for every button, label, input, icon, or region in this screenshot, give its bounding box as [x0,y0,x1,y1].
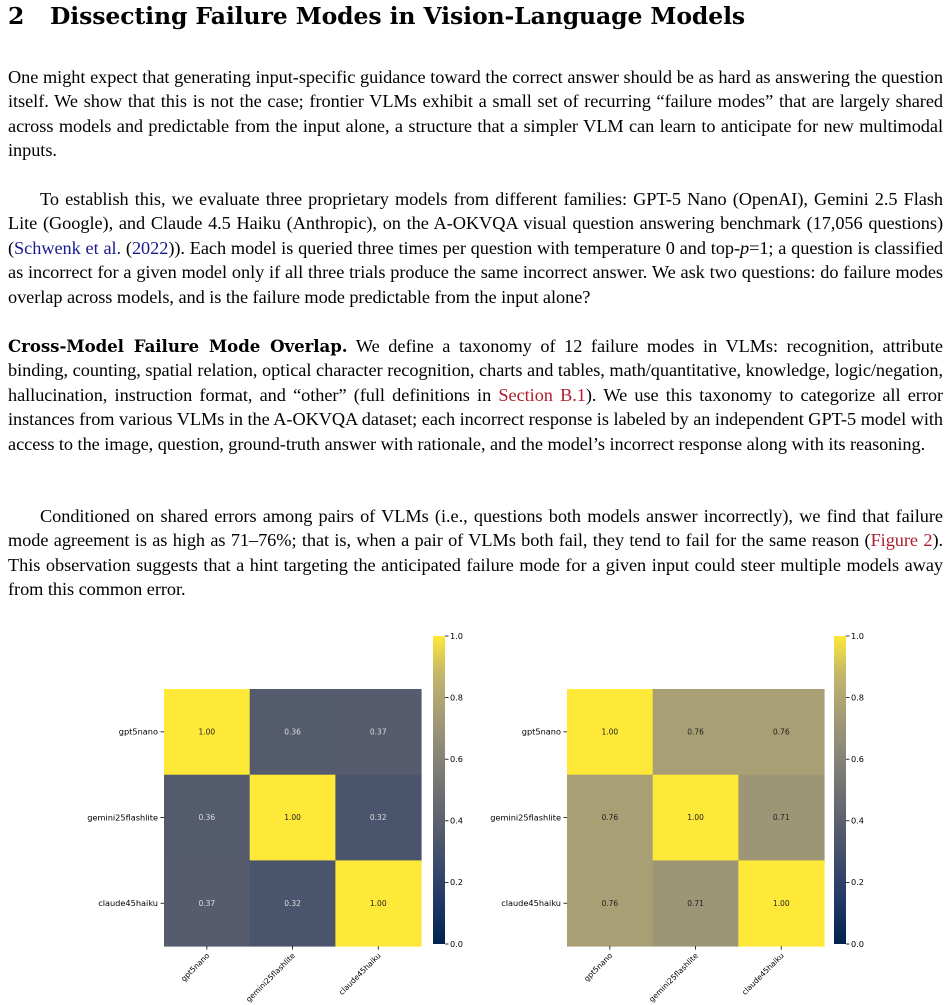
x-tick-label: gemini25flashlite [647,951,700,1004]
cell-value-label: 1.00 [284,813,301,823]
paragraph-overlap-text-b: ). We use this taxonomy to categorize all error instances from various VLMs in the A-OKVQA dataset; each incorrect response is labeled by an independent GPT-5 model with access to the image, question, ground-truth answer with rationale, and the model’s incorrect response along with its reasoning. [8,384,943,454]
paragraph-setup-text-d: =1; a question is classified as incorrect for a given model only if all three trials produce the same incorrect answer. We ask two questions: do failure modes overlap across models, and is the failure mode predictable from the input alone? [8,237,943,307]
cell-value-label: 0.37 [198,898,216,908]
colorbar-tick-label: 0.0 [851,938,865,949]
citation-year-link[interactable]: 2022 [131,237,169,258]
figure-2-link[interactable]: Figure 2 [870,530,933,551]
citation-authors-link[interactable]: Schwenk et al. [14,237,122,258]
cell-value-label: 0.76 [601,898,619,908]
x-tick-label: gpt5nano [582,951,615,984]
cell-value-label: 0.36 [284,727,301,737]
cell-value-label: 1.00 [601,727,619,737]
colorbar-tick-label: 0.6 [450,754,464,764]
paragraph-intro-text: One might expect that generating input-specific guidance toward the correct answer should be as hard as answering the question itself. We show that this is not the case; frontier VLMs exhibit a small set of recurring “failure modes” that are largely shared across models and predictable from the input alone, a structure that a simpler VLM can learn to anticipate for new multimodal inputs. [8,67,943,161]
cell-value-label: 0.76 [772,727,790,737]
y-tick-label: claude45haiku [501,898,561,909]
colorbar [834,636,846,944]
colorbar-tick-label: 0.4 [851,815,865,826]
colorbar-tick-label: 0.8 [450,692,464,703]
cell-value-label: 0.71 [687,898,704,908]
y-tick-label: claude45haiku [98,898,158,909]
section-number: 2 [8,2,25,30]
paragraph-agreement-text-a: Conditioned on shared errors among pairs of VLMs (i.e., questions both models answer incorrectly), we find that failure mode agreement is as high as 71–76%; that is, when a pair of VLMs both fail, they tend to fail for the same reason ( [8,506,943,551]
colorbar-tick-label: 0.2 [450,877,464,888]
cell-value-label: 0.71 [772,813,790,823]
cell-value-label: 0.76 [601,813,619,823]
cell-value-label: 0.32 [284,898,301,908]
colorbar-tick-label: 0.4 [450,815,464,826]
math-variable-p: p [739,237,750,258]
x-tick-label: claude45haiku [740,951,786,997]
cell-value-label: 0.36 [198,813,216,823]
colorbar-tick-label: 0.6 [851,754,865,764]
colorbar [433,636,445,944]
paragraph-setup-text-a: To establish this, we evaluate three proprietary models from different families: GPT-5 Nano (OpenAI), Gemini 2.5 Flash Lite (Google), and Claude 4.5 Haiku (Anthropic), on the A-OKVQA visual question answering benchmark (17,056 questions) ( [8,189,943,258]
colorbar-tick-label: 0.0 [450,938,464,949]
run-in-heading: Cross-Model Failure Mode Overlap. [8,336,348,356]
cell-value-label: 0.37 [369,727,387,737]
x-tick-label: claude45haiku [337,951,383,997]
colorbar-tick-label: 0.8 [851,692,865,703]
paragraph-setup-text-c: )). Each model is queried three times per question with temperature 0 and top- [168,237,740,258]
cell-value-label: 1.00 [198,727,216,737]
section-title: Dissecting Failure Modes in Vision-Language Models [50,2,746,30]
colorbar-tick-label: 0.2 [851,877,865,888]
y-tick-label: gemini25flashlite [87,812,158,823]
colorbar-tick-label: 1.0 [851,630,865,641]
x-tick-label: gemini25flashlite [244,951,297,1004]
cell-value-label: 1.00 [369,898,387,908]
cell-value-label: 1.00 [687,813,704,823]
section-b1-link[interactable]: Section B.1 [498,384,586,405]
cell-value-label: 1.00 [772,898,790,908]
paragraph-setup-text-b: ( [121,237,132,258]
cell-value-label: 0.32 [369,813,387,823]
paragraph-agreement-text-b: ). This observation suggests that a hint targeting the anticipated failure mode for a given input could steer multiple models away from this common error. [8,530,943,600]
y-tick-label: gpt5nano [118,726,158,737]
paragraph-overlap-text-a: We define a taxonomy of 12 failure modes in VLMs: recognition, attribute binding, counting, spatial relation, optical character recognition, charts and tables, math/quantitative, knowledge, logic/negation, hallucination, instruction format, and “other” (full definitions in [8,336,943,405]
heatmap-pairwise-error-overlap [87,631,463,1004]
heatmap-failure-mode-agreement [490,631,864,1004]
y-tick-label: gemini25flashlite [490,812,561,823]
colorbar-tick-label: 1.0 [450,630,464,641]
cell-value-label: 0.76 [687,727,704,737]
x-tick-label: gpt5nano [179,951,212,984]
y-tick-label: gpt5nano [521,726,561,737]
